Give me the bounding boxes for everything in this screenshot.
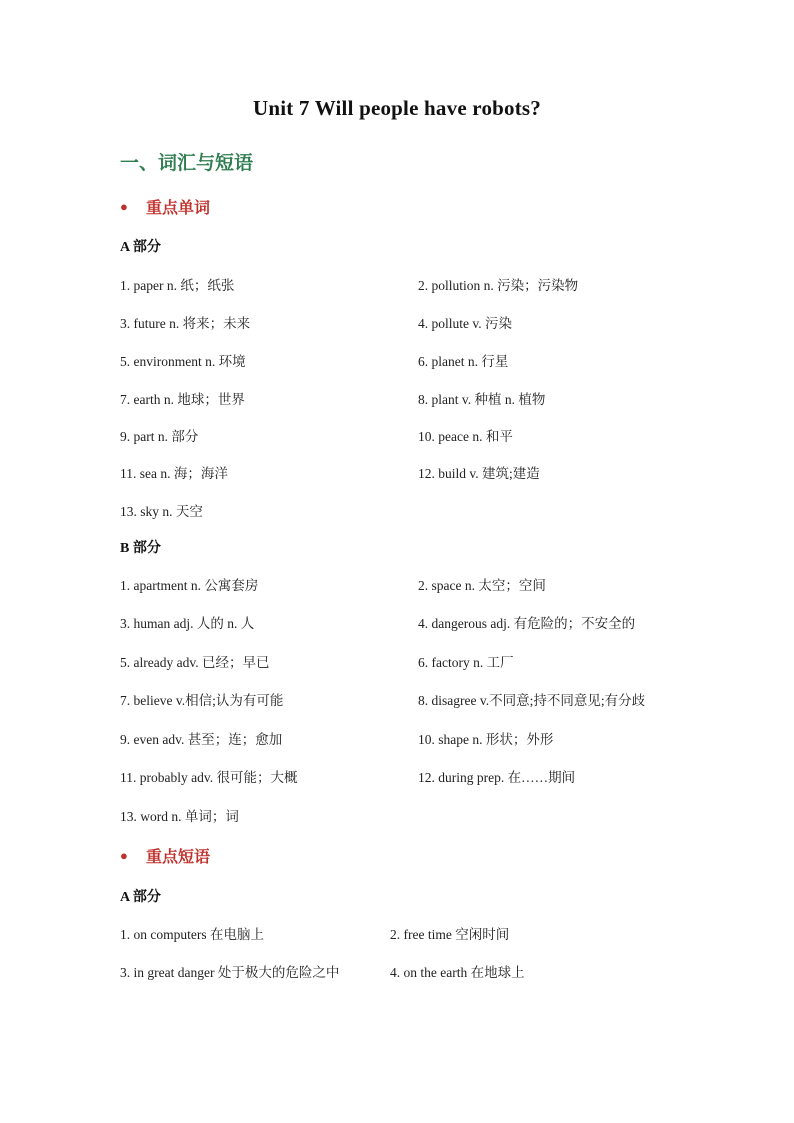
word-item: 2. space n. 太空；空间 — [418, 578, 546, 593]
phrase-item: 1. on computers 在电脑上 — [120, 927, 264, 942]
word-item: 11. sea n. 海；海洋 — [120, 466, 228, 481]
phrases-part-a-label: A 部分 — [120, 890, 161, 905]
word-item: 6. factory n. 工厂 — [418, 655, 514, 670]
word-row — [120, 574, 700, 596]
page-title: Unit 7 Will people have robots? — [253, 96, 541, 120]
part-a-label: A 部分 — [120, 240, 161, 255]
phrase-item: 2. free time 空闲时间 — [390, 927, 510, 942]
word-item: 3. human adj. 人的 n. 人 — [120, 616, 255, 631]
bullet-icon: ● — [120, 847, 128, 863]
word-row — [120, 766, 700, 788]
word-item: 9. even adv. 甚至；连；愈加 — [120, 732, 283, 747]
word-row — [120, 425, 700, 447]
word-row — [120, 728, 700, 750]
phrase-row — [120, 961, 700, 983]
word-item: 1. paper n. 纸；纸张 — [120, 278, 235, 293]
phrase-item: 3. in great danger 处于极大的危险之中 — [120, 965, 340, 980]
word-row — [120, 689, 700, 711]
word-item: 13. word n. 单词；词 — [120, 809, 239, 824]
word-row — [120, 651, 700, 673]
part-b-label: B 部分 — [120, 541, 161, 556]
word-item: 8. disagree v.不同意;持不同意见;有分歧 — [418, 693, 646, 708]
word-item: 8. plant v. 种植 n. 植物 — [418, 392, 546, 407]
word-row — [120, 388, 700, 410]
phrase-row — [120, 923, 700, 945]
bullet-icon: ● — [120, 198, 128, 214]
word-row — [120, 500, 700, 522]
word-item: 5. already adv. 已经；早已 — [120, 655, 270, 670]
word-item: 3. future n. 将来；未来 — [120, 316, 251, 331]
word-item: 13. sky n. 天空 — [120, 504, 203, 519]
subheading-label: 重点短语 — [146, 849, 211, 866]
word-item: 7. believe v.相信;认为有可能 — [120, 693, 284, 708]
word-item: 1. apartment n. 公寓套房 — [120, 578, 259, 593]
word-item: 12. build v. 建筑;建造 — [418, 466, 540, 481]
word-item: 10. peace n. 和平 — [418, 429, 513, 444]
word-row — [120, 274, 700, 296]
word-row — [120, 612, 700, 634]
subheading-label: 重点单词 — [146, 200, 211, 217]
word-item: 11. probably adv. 很可能；大概 — [120, 770, 298, 785]
word-item: 12. during prep. 在……期间 — [418, 770, 576, 785]
phrase-item: 4. on the earth 在地球上 — [390, 965, 525, 980]
word-row — [120, 312, 700, 334]
word-row — [120, 350, 700, 372]
word-item: 10. shape n. 形状；外形 — [418, 732, 554, 747]
word-item: 2. pollution n. 污染；污染物 — [418, 278, 579, 293]
word-item: 7. earth n. 地球；世界 — [120, 392, 245, 407]
subheading-key-phrases — [120, 844, 210, 867]
section-heading-vocabulary: 一、词汇与短语 — [120, 153, 254, 174]
word-item: 4. dangerous adj. 有危险的；不安全的 — [418, 616, 636, 631]
word-item: 6. planet n. 行星 — [418, 354, 509, 369]
word-item: 5. environment n. 环境 — [120, 354, 246, 369]
word-item: 4. pollute v. 污染 — [418, 316, 512, 331]
word-item: 9. part n. 部分 — [120, 429, 199, 444]
word-row — [120, 805, 700, 827]
word-row — [120, 462, 700, 484]
subheading-key-words — [120, 195, 210, 218]
